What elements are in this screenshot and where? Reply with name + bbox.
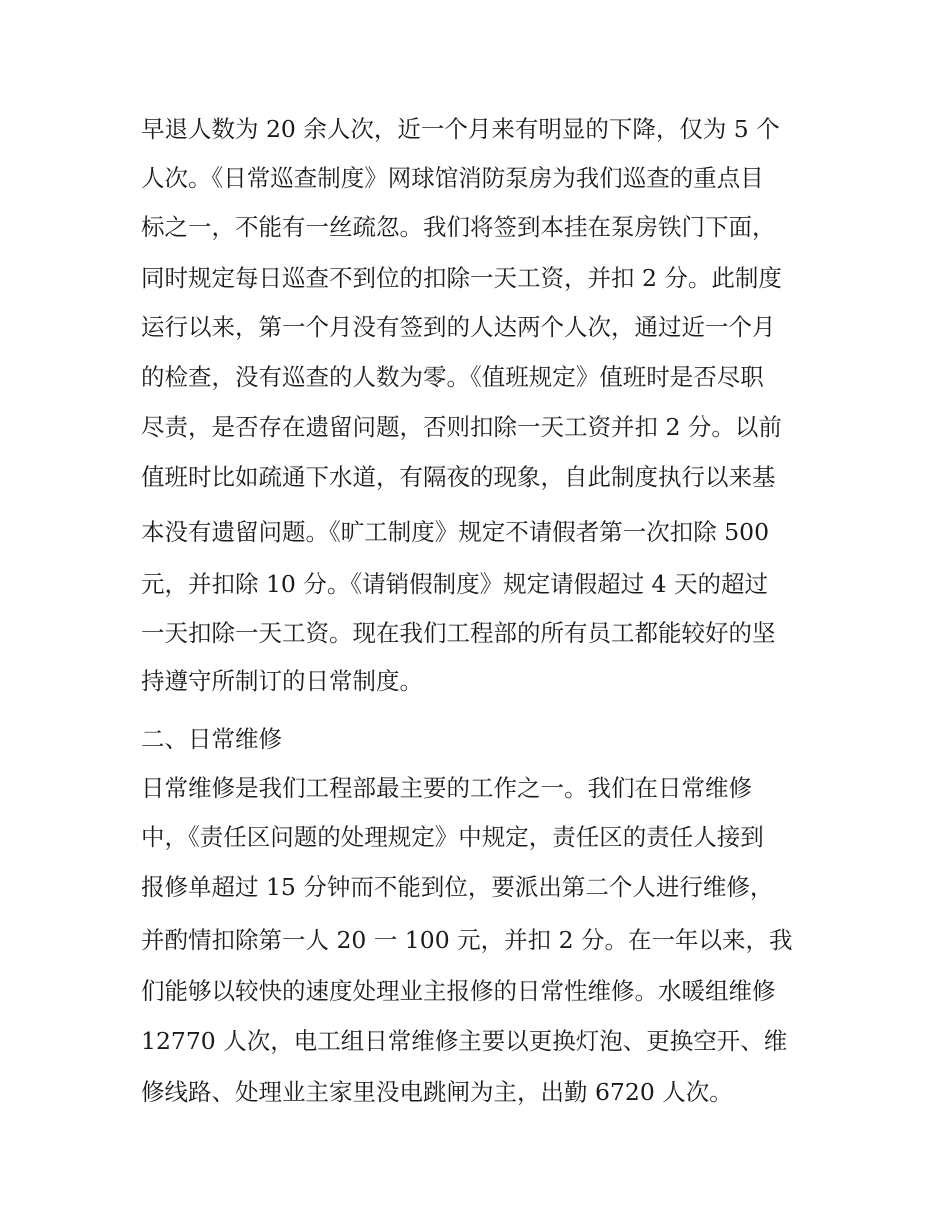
section-heading: 二、日常维修 xyxy=(141,725,282,753)
text-line: 早退人数为 20 余人次，近一个月来有明显的下降，仅为 5 个 xyxy=(141,115,780,143)
text-line: 12770 人次，电工组日常维修主要以更换灯泡、更换空开、维 xyxy=(141,1027,788,1055)
text-line: 本没有遗留问题。《旷工制度》规定不请假者第一次扣除 500 xyxy=(141,518,770,546)
text-line: 标之一，不能有一丝疏忽。我们将签到本挂在泵房铁门下面， xyxy=(141,213,776,241)
text-line: 运行以来，第一个月没有签到的人达两个人次，通过近一个月 xyxy=(141,313,776,341)
text-line: 同时规定每日巡查不到位的扣除一天工资，并扣 2 分。此制度 xyxy=(141,264,782,292)
text-line: 元，并扣除 10 分。《请销假制度》规定请假超过 4 天的超过 xyxy=(141,570,768,598)
text-line: 人次。《日常巡查制度》网球馆消防泵房为我们巡查的重点目 xyxy=(141,164,764,192)
text-line: 修线路、处理业主家里没电跳闸为主，出勤 6720 人次。 xyxy=(141,1078,733,1106)
text-line: 一天扣除一天工资。现在我们工程部的所有员工都能较好的坚 xyxy=(141,619,776,647)
text-line: 们能够以较快的速度处理业主报修的日常性维修。水暖组维修 xyxy=(141,977,776,1005)
text-line: 中，《责任区问题的处理规定》中规定，责任区的责任人接到 xyxy=(141,823,764,851)
text-line: 持遵守所制订的日常制度。 xyxy=(141,667,423,695)
text-line: 报修单超过 15 分钟而不能到位，要派出第二个人进行维修， xyxy=(141,873,774,901)
text-line: 尽责，是否存在遗留问题，否则扣除一天工资并扣 2 分。以前 xyxy=(141,413,782,441)
text-line: 值班时比如疏通下水道，有隔夜的现象，自此制度执行以来基 xyxy=(141,463,776,491)
text-line: 并酌情扣除第一人 20 一 100 元，并扣 2 分。在一年以来，我 xyxy=(141,926,793,954)
text-line: 日常维修是我们工程部最主要的工作之一。我们在日常维修 xyxy=(141,774,752,802)
text-line: 的检查，没有巡查的人数为零。《值班规定》值班时是否尽职 xyxy=(141,363,764,391)
